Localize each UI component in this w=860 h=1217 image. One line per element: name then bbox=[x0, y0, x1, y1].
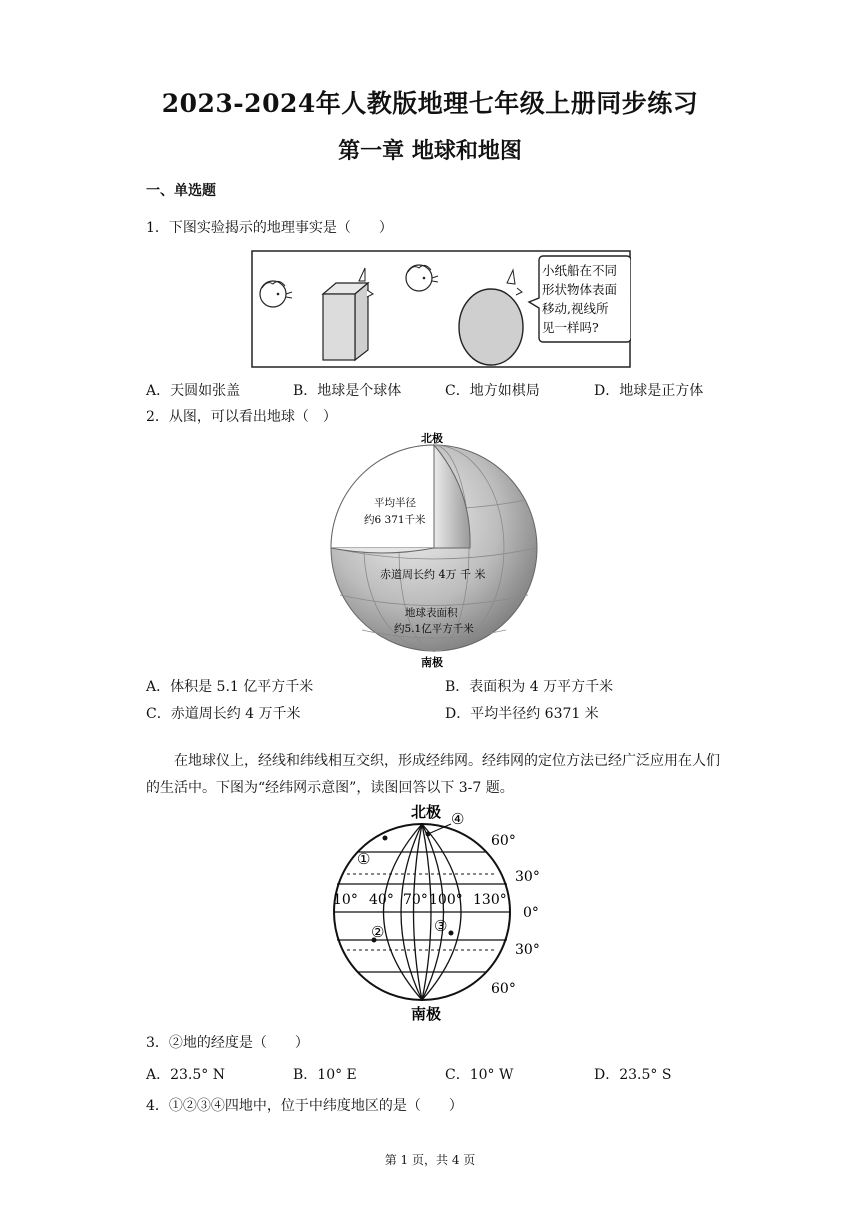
mean-radius-label-1: 平均半径 bbox=[374, 497, 416, 509]
q3-option-d: D．23.5° S bbox=[594, 1067, 672, 1083]
mean-radius-label-2: 约6 371千米 bbox=[364, 514, 426, 526]
lon-label-40: 40° bbox=[369, 892, 394, 908]
bubble-line-2: 形状物体表面 bbox=[542, 282, 618, 297]
reading-passage: 在地球仪上，经线和纬线相互交织，形成经纬网。经纬网的定位方法已经广泛应用在人们的生活中。下图为“经纬网示意图”，读图回答以下 3-7 题。 bbox=[146, 753, 720, 796]
point-1-label: ① bbox=[357, 850, 371, 868]
question-1-stem: 1．下图实验揭示的地理事实是（ ） bbox=[146, 220, 393, 236]
graticule-figure bbox=[325, 800, 550, 1025]
q1-option-c: C．地方如棋局 bbox=[445, 383, 540, 399]
sphere-shape bbox=[459, 289, 523, 365]
lat-label-60s: 60° bbox=[491, 981, 516, 997]
chapter-title: 第一章 地球和地图 bbox=[338, 138, 522, 164]
lat-label-0: 0° bbox=[523, 905, 539, 921]
surface-area-label-2: 约5.1亿平方千米 bbox=[394, 623, 474, 635]
south-pole-label: 南极 bbox=[421, 656, 443, 669]
lon-label-10: 10° bbox=[333, 892, 358, 908]
q1-option-b: B．地球是个球体 bbox=[293, 383, 402, 399]
lon-label-70: 70° bbox=[403, 892, 428, 908]
earth-size-globe-figure bbox=[322, 430, 542, 670]
q3-option-b: B．10° E bbox=[293, 1067, 357, 1083]
question-2-stem: 2．从图，可以看出地球（ ） bbox=[146, 409, 337, 425]
question-4-stem: 4．①②③④四地中，位于中纬度地区的是（ ） bbox=[146, 1098, 463, 1114]
grid-north-pole-label: 北极 bbox=[411, 803, 442, 821]
lon-label-130: 130° bbox=[473, 892, 507, 908]
section-label: 一、单选题 bbox=[146, 183, 216, 199]
q2-option-c: C．赤道周长约 4 万千米 bbox=[146, 706, 301, 722]
cube-shape bbox=[323, 283, 368, 360]
bubble-line-3: 移动,视线所 bbox=[542, 301, 609, 316]
q3-option-a: A．23.5° N bbox=[146, 1067, 225, 1083]
grid-south-pole-label: 南极 bbox=[411, 1005, 442, 1023]
paper-boat-experiment-figure bbox=[251, 250, 631, 368]
document-title: 2023-2024年人教版地理七年级上册同步练习 bbox=[161, 89, 699, 118]
q2-option-a: A．体积是 5.1 亿平方千米 bbox=[146, 679, 314, 695]
q1-option-a: A．天圆如张盖 bbox=[146, 383, 241, 399]
equator-length-label: 赤道周长约 4万 千 米 bbox=[380, 568, 486, 581]
q2-option-b: B．表面积为 4 万平方千米 bbox=[445, 679, 614, 695]
bubble-line-4: 见一样吗? bbox=[542, 320, 599, 335]
bubble-line-1: 小纸船在不同 bbox=[542, 263, 618, 278]
north-pole-label: 北极 bbox=[421, 432, 443, 445]
q3-option-c: C．10° W bbox=[445, 1067, 514, 1083]
speech-bubble bbox=[529, 256, 631, 342]
point-2-label: ② bbox=[371, 923, 385, 941]
q2-option-d: D．平均半径约 6371 米 bbox=[445, 706, 599, 722]
q1-option-d: D．地球是正方体 bbox=[594, 383, 704, 399]
page-footer: 第 1 页，共 4 页 bbox=[384, 1153, 476, 1167]
lat-label-30n: 30° bbox=[515, 869, 540, 885]
question-3-stem: 3．②地的经度是（ ） bbox=[146, 1035, 309, 1051]
lon-label-100: 100° bbox=[429, 892, 463, 908]
point-4-label: ④ bbox=[451, 810, 465, 828]
lat-label-60n: 60° bbox=[491, 833, 516, 849]
point-3-label: ③ bbox=[434, 917, 448, 935]
surface-area-label-1: 地球表面积 bbox=[405, 607, 458, 619]
lat-label-30s: 30° bbox=[515, 942, 540, 958]
